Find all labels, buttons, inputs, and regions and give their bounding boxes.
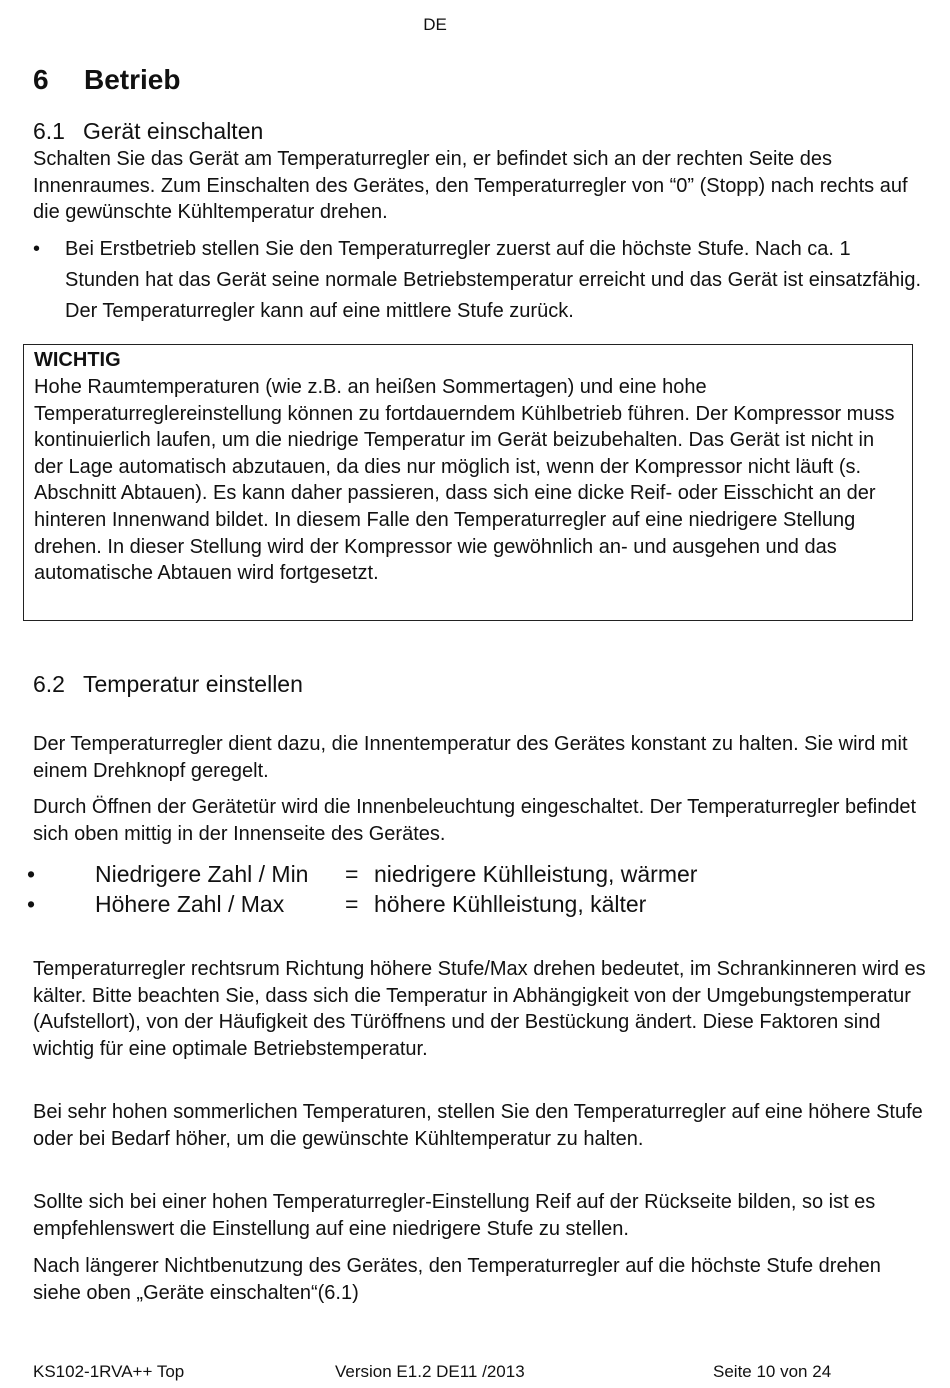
footer-model: KS102-1RVA++ Top	[33, 1362, 185, 1381]
paragraph-summer: Bei sehr hohen sommerlichen Temperaturen, stellen Sie den Temperaturregler auf eine höhere Stufe oder bei Bedarf höher, um die gewünschte Kühltemperatur zu halten.	[33, 1101, 923, 1150]
notice-body: Hohe Raumtemperaturen (wie z.B. an heißen Sommertagen) und eine hohe Temperaturreglereinstellung können zu fortdauerndem Kühlbetrieb führen. Der Kompressor muss kontinuierlich laufen, um die niedrige Temperatur im Gerät beizubehalten. Das Gerät ist nicht in der Lage automatisch abzutauen, da dies nur möglich ist, wenn der Kompressor nicht läuft (s. Abschnitt Abtauen). Es kann daher passieren, dass sich eine dicke Reif- oder Eisschicht an der hinteren Innenwand bildet. In diesem Falle den Temperaturregler auf eine niedrigere Stellung drehen. In dieser Stellung wird der Kompressor wie gewöhnlich an- und ausgehen und das automatische Abtauen wird fortgesetzt.	[34, 376, 895, 585]
section-number: 6	[33, 64, 49, 95]
footer-version: Version E1.2 DE11 /2013	[335, 1362, 525, 1381]
notice-title: WICHTIG	[34, 349, 121, 371]
footer-page-number: Seite 10 von 24	[713, 1362, 832, 1381]
section-heading	[33, 64, 180, 96]
bullet-icon: •	[27, 861, 36, 887]
setting-label: Niedrigere Zahl / Min	[95, 861, 309, 887]
subsection-heading-6-2	[33, 671, 303, 698]
subsection-number: 6.1	[33, 118, 65, 144]
language-marker: DE	[423, 15, 447, 34]
subsection-heading-6-1	[33, 118, 263, 145]
setting-description: niedrigere Kühlleistung, wärmer	[374, 861, 698, 887]
equals-sign: =	[345, 891, 359, 917]
list-item-text: Bei Erstbetrieb stellen Sie den Temperaturregler zuerst auf die höchste Stufe. Nach ca. 1 Stunden hat das Gerät seine normale Betriebstemperatur erreicht und das Gerät ist einsatzfähig. Der Temperaturregler kann auf eine mittlere Stufe zurück.	[65, 238, 922, 322]
paragraph-regulator: Der Temperaturregler dient dazu, die Innentemperatur des Gerätes konstant zu halten. Sie wird mit einem Drehknopf geregelt.	[33, 733, 908, 782]
list-item-first-operation	[33, 234, 928, 327]
paragraph-nonuse: Nach längerer Nichtbenutzung des Gerätes, den Temperaturregler auf die höchste Stufe drehen siehe oben „Geräte einschalten“(6.1)	[33, 1255, 881, 1304]
paragraph-frost: Sollte sich bei einer hohen Temperaturregler-Einstellung Reif auf der Rückseite bilden, so ist es empfehlenswert die Einstellung auf eine niedrigere Stufe zu stellen.	[33, 1191, 876, 1240]
subsection-title: Temperatur einstellen	[83, 671, 303, 697]
paragraph-direction: Temperaturregler rechtsrum Richtung höhere Stufe/Max drehen bedeutet, im Schrankinneren wird es kälter. Bitte beachten Sie, dass sich die Temperatur in Abhängigkeit von der Umgebungstemperatur (Aufstellort), von der Häufigkeit des Türöffnens und der Bestückung ändert. Diese Faktoren sind wichtig für eine optimale Betriebstemperatur.	[33, 958, 926, 1060]
paragraph-switch-on: Schalten Sie das Gerät am Temperaturregler ein, er befindet sich an der rechten Seite des Innenraumes. Zum Einschalten des Gerätes, den Temperaturregler von “0” (Stopp) nach rechts auf die gewünschte Kühltemperatur drehen.	[33, 148, 908, 223]
section-title: Betrieb	[84, 64, 181, 95]
equals-sign: =	[345, 861, 359, 887]
paragraph-lighting: Durch Öffnen der Gerätetür wird die Innenbeleuchtung eingeschaltet. Der Temperaturregler befindet sich oben mittig in der Innenseite des Gerätes.	[33, 796, 917, 845]
important-notice-box	[23, 344, 913, 621]
bullet-icon: •	[27, 891, 36, 917]
subsection-title: Gerät einschalten	[83, 118, 264, 144]
subsection-number: 6.2	[33, 671, 65, 697]
setting-label: Höhere Zahl / Max	[95, 891, 285, 917]
setting-description: höhere Kühlleistung, kälter	[374, 891, 647, 917]
bullet-icon: •	[33, 238, 41, 260]
